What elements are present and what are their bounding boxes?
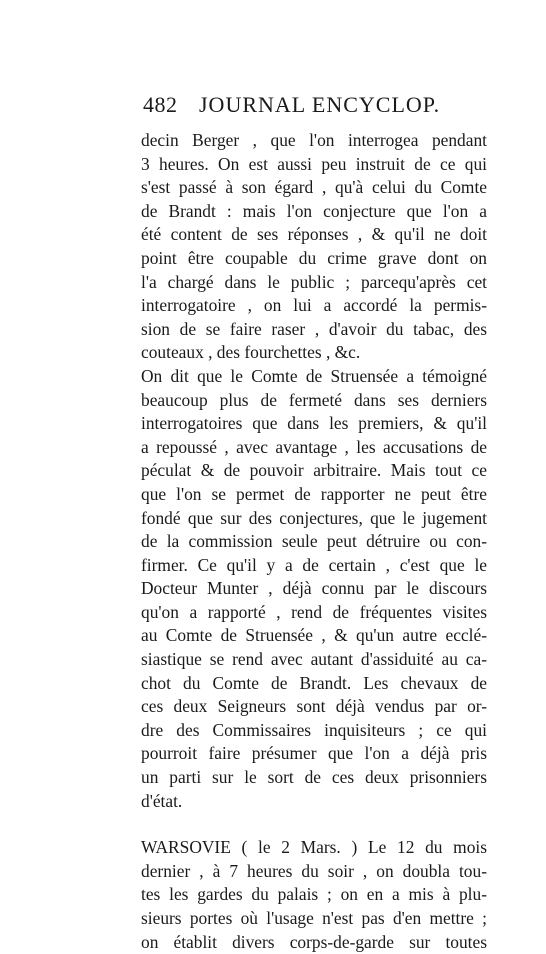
text-line: chot du Comte de Brandt. Les chevaux de [141,672,487,693]
text-line: 3 heures. On est aussi peu instruit de ce qui [141,153,487,174]
text-line: un parti sur le sort de ces deux prisonniers [141,767,487,788]
text-line: péculat & de pouvoir arbitraire. Mais tout ce [141,460,487,481]
paragraph-warsovie [141,836,487,954]
text-line: interrogatoires que dans les premiers, & qu'il [141,413,487,434]
page-number: 482 [143,92,178,117]
text-line: au Comte de Struensée , & qu'un autre ecclé- [141,625,487,646]
text-line: firmer. Ce qu'il y a de certain , c'est que le [141,554,487,575]
text-line: point être coupable du crime grave dont on [141,247,487,268]
text-line: de Brandt : mais l'on conjecture que l'on a [141,200,487,221]
text-line: d'état. [141,790,183,811]
page-header [143,92,493,122]
text-line: a repoussé , avec avantage , les accusations de [141,436,487,457]
text-line: s'est passé à son égard , qu'à celui du Comte [141,177,487,198]
text-line: ces deux Seigneurs sont déjà vendus par or- [141,696,487,717]
text-line: decin Berger , que l'on interrogea pendant [141,130,487,150]
text-line: pourroit faire présumer que l'on a déjà pris [141,743,487,764]
text-line: dre des Commissaires inquisiteurs ; ce qui [141,719,487,740]
text-line: fondé que sur des conjectures, que le jugement [141,507,487,528]
paragraph-struensee [141,365,487,813]
running-head: JOURNAL ENCYCLOP. [199,92,441,117]
text-line: On dit que le Comte de Struensée a témoigné [141,365,487,386]
text-line: sieurs portes où l'usage n'est pas d'en mettre ; [141,908,487,928]
text-line: beaucoup plus de fermeté dans ses derniers [141,389,487,410]
text-line: été content de ses réponses , & qu'il ne doit [141,224,487,245]
paragraph-gap [141,813,487,836]
body-text [141,129,487,954]
text-line: sion de se faire raser , d'avoir du tabac, des [141,318,487,339]
text-line: tes les gardes du palais ; on en a mis à plu- [141,884,487,905]
text-line: de la commission seule peut détruire ou con- [141,531,487,552]
text-line: siastique se rend avec autant d'assiduité au ca- [141,649,487,670]
text-line: WARSOVIE ( le 2 Mars. ) Le 12 du mois [141,837,487,858]
text-line: couteaux , des fourchettes , &c. [141,342,361,363]
text-line: interrogatoire , on lui a accordé la permis- [141,295,487,316]
text-line: que l'on se permet de rapporter ne peut être [141,483,487,504]
paragraph-berger [141,129,487,365]
text-line: Docteur Munter , déjà connu par le discours [141,578,487,599]
text-line: l'a chargé dans le public ; parcequ'après cet [141,271,487,292]
text-line: qu'on a rapporté , rend de fréquentes visites [141,601,487,622]
text-line: dernier , à 7 heures du soir , on doubla tou- [141,860,487,881]
text-line: on établit divers corps-de-garde sur toutes [141,931,487,952]
